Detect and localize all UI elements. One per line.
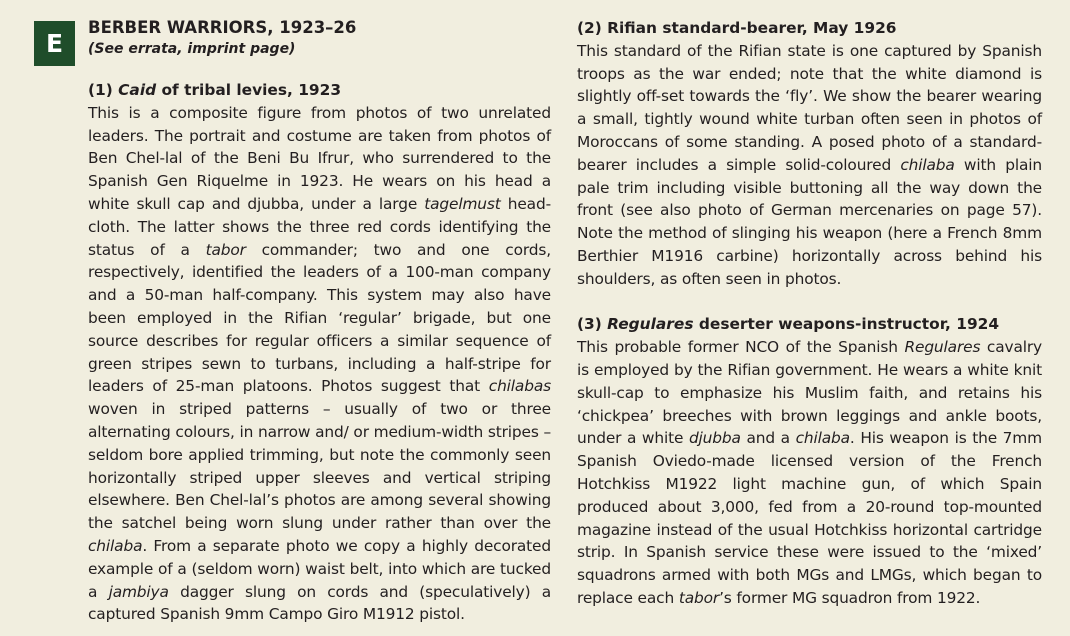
italic-term: chilaba <box>900 155 955 174</box>
left-column <box>88 17 551 626</box>
plate-letter-badge: E <box>34 21 75 66</box>
section-body: This probable former NCO of the Spanish Regulares cavalry is employed by the Rifian government. He wears a white knit skull-cap to emphasize his Muslim faith, and retains his ‘chickpea’ breeches with brown leggings and ankle boots, under a white djubba and a chilaba. His weapon is the 7mm Spanish Oviedo-made licensed version of the French Hotchkiss M1922 light machine gun, of which Spain produced about 3,000, fed from a 20-round top-mounted magazine instead of the usual Hotchkiss horizontal cartridge strip. In Spanish service these were issued to the ‘mixed’ squadrons armed with both MGs and LMGs, which began to replace each tabor’s former MG squadron from 1922. <box>577 338 1042 607</box>
italic-term: djubba <box>688 429 741 448</box>
section-title-rest: of tribal levies, 1923 <box>156 81 342 99</box>
italic-term: Regulares <box>904 338 981 357</box>
section-title-italic: Caid <box>118 81 157 99</box>
section-3 <box>577 313 1042 609</box>
italic-term: chilaba <box>795 429 850 448</box>
section-number: (2) <box>577 19 608 37</box>
section-title <box>88 79 551 102</box>
italic-term: tabor <box>205 240 246 259</box>
section-gap <box>577 291 1042 314</box>
plate-title: BERBER WARRIORS, 1923–26 <box>88 18 357 37</box>
section-number: (3) <box>577 315 608 334</box>
section-1 <box>88 79 551 626</box>
section-body: This standard of the Rifian state is one captured by Spanish troops as the war ended; note that the white diamond is slightly off-set towards the ‘fly’. We show the bearer wearing a small, tightly wound white turban often seen in photos of Moroccans of some standing. A posed photo of a standard-bearer includes a simple solid-coloured chilaba with plain pale trim including visible buttoning all the way down the front (see also photo of German mercenaries on page 57). Note the method of slinging his weapon (here a French 8mm Berthier M1916 carbine) horizontally across behind his shoulders, as often seen in photos. <box>577 41 1042 288</box>
section-title <box>577 313 1042 336</box>
italic-term: jambiya <box>108 582 169 601</box>
section-title-rest: Rifian standard-bearer, May 1926 <box>607 19 897 37</box>
italic-term: tabor <box>678 588 720 607</box>
section-number: (1) <box>88 81 119 99</box>
section-title-italic: Regulares <box>607 315 694 334</box>
section-2 <box>577 17 1042 291</box>
italic-term: tagelmust <box>424 194 501 213</box>
section-title <box>577 17 1042 40</box>
right-column <box>577 17 1042 610</box>
italic-term: chilaba <box>88 536 143 555</box>
section-title-rest: deserter weapons-instructor, 1924 <box>693 315 1000 334</box>
italic-term: chilabas <box>488 377 551 396</box>
errata-note: (See errata, imprint page) <box>88 41 296 57</box>
section-body: This is a composite figure from photos of two unrelated leaders. The portrait and costume are taken from photos of Ben Chel-lal of the Beni Bu Ifrur, who surrendered to the Spanish Gen Riquelme in 1923. He wears on his head a white skull cap and djubba, under a large tagelmust head-cloth. The latter shows the three red cords identifying the status of a tabor commander; two and one cords, respectively, identified the leaders of a 100-man company and a 50-man half-company. This system may also have been employed in the Rifian ‘regular’ brigade, but one source describes for regular officers a similar sequence of green stripes sewn to turbans, including a half-stripe for leaders of 25-man platoons. Photos suggest that chilabas woven in striped patterns – usually of two or three alternating colours, in narrow and/ or medium-width stripes – seldom bore applied trimming, but note the commonly seen horizontally striped upper sleeves and vertical striping elsewhere. Ben Chel-lal’s photos are among several showing the satchel being worn slung under rather than over the chilaba. From a separate photo we copy a highly decorated example of a (seldom worn) waist belt, into which are tucked a jambiya dagger slung on cords and (speculatively) a captured Spanish 9mm Campo Giro M1912 pistol. <box>88 103 552 624</box>
